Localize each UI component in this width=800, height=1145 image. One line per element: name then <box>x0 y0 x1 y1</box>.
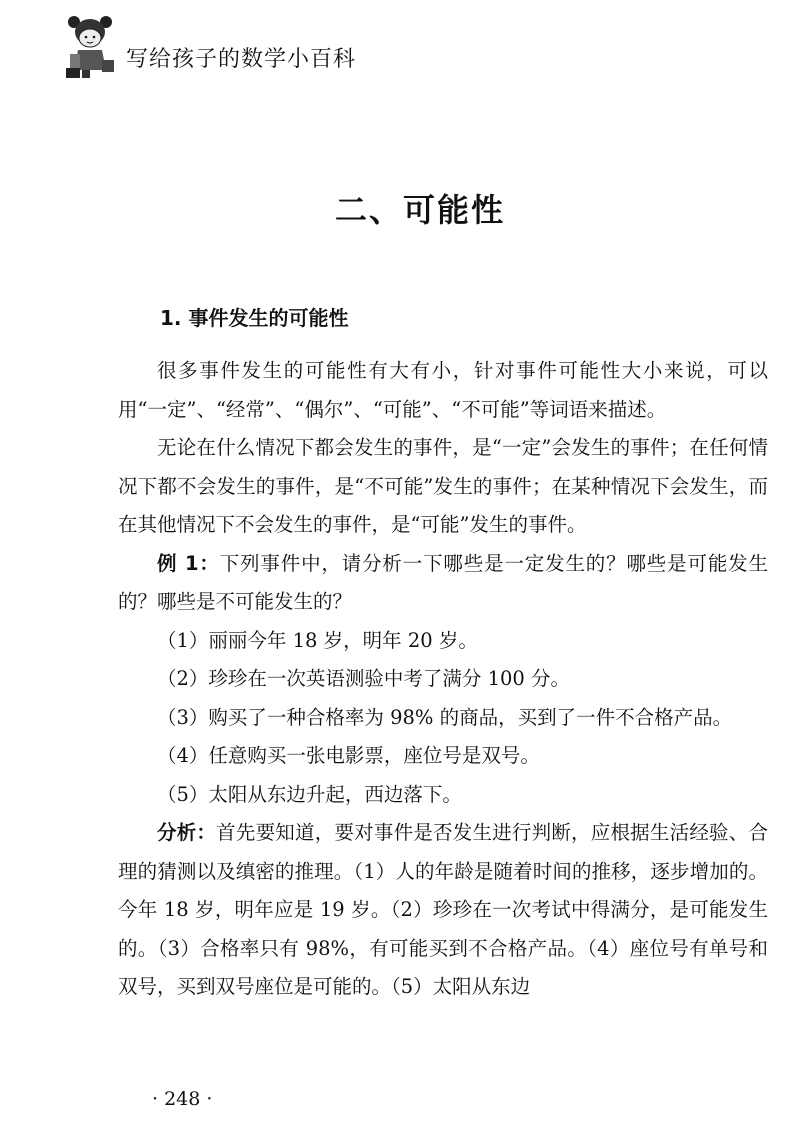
analysis-text: 首先要知道，要对事件是否发生进行判断，应根据生活经验、合理的猜测以及缜密的推理。（1）人的年龄是随着时间的推移，逐步增加的。今年 18 岁，明年应是 19 岁。（2）珍珍在一次考试中得满分，是可能发生的。（3）合格率只有 98%，有可能买到不合格产品。（4）座位号有单号和双号，买到双号座位是可能的。（5）太阳从东边 <box>118 821 768 998</box>
section-heading: 1. 事件发生的可能性 <box>160 306 349 330</box>
girl-mascot-icon <box>62 10 122 80</box>
chapter-title: 二、可能性 <box>334 191 505 229</box>
page-header <box>62 10 482 80</box>
body-text <box>118 352 768 1007</box>
page-number: · 248 · <box>152 1088 213 1110</box>
analysis-label: 分析： <box>157 821 217 844</box>
book-title: 写给孩子的数学小百科 <box>126 47 357 72</box>
list-item: （1）丽丽今年 18 岁，明年 20 岁。 <box>157 628 478 652</box>
analysis-paragraph <box>118 814 768 1007</box>
example-label: 例 1： <box>157 551 220 575</box>
example-question: 下列事件中，请分析一下哪些是一定发生的？哪些是可能发生的？哪些是不可能发生的？ <box>118 551 768 613</box>
list-item: （3）购买了一种合格率为 98% 的商品，买到了一件不合格产品。 <box>157 705 733 729</box>
example-paragraph <box>118 545 768 622</box>
list-item: （5）太阳从东边升起，西边落下。 <box>157 782 462 806</box>
paragraph: 无论在什么情况下都会发生的事件，是“一定”会发生的事件；在任何情况下都不会发生的事件，是“不可能”发生的事件；在某种情况下会发生，而在其他情况下不会发生的事件，是“可能”发生的事件。 <box>118 436 768 536</box>
paragraph: 很多事件发生的可能性有大有小，针对事件可能性大小来说，可以用“一定”、“经常”、“偶尔”、“可能”、“不可能”等词语来描述。 <box>118 359 768 421</box>
list-item: （4）任意购买一张电影票，座位号是双号。 <box>157 744 540 767</box>
list-item: （2）珍珍在一次英语测验中考了满分 100 分。 <box>157 667 571 690</box>
